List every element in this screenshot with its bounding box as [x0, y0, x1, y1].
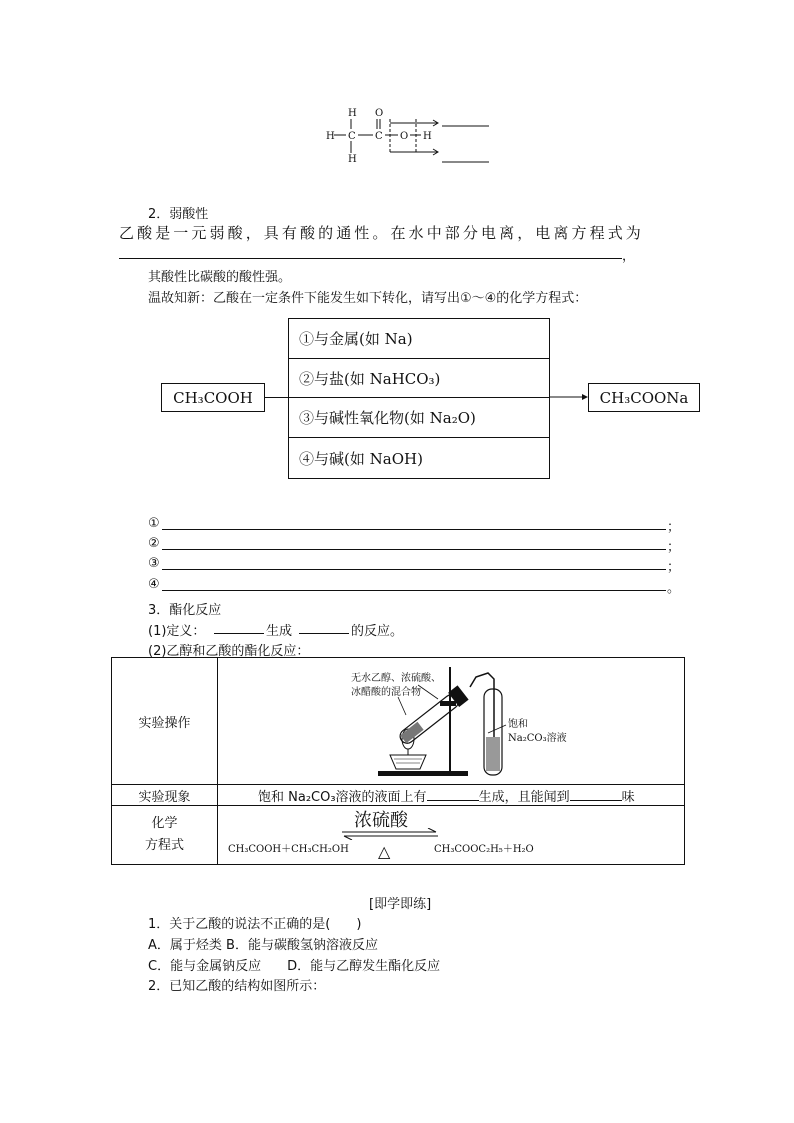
- condition-item: ④与碱(如 NaOH): [299, 449, 423, 468]
- arrow-icon: [550, 391, 590, 403]
- atom-c2: C: [375, 131, 383, 142]
- connector-line: [265, 397, 289, 398]
- acetic-acid-structure-diagram: [320, 104, 500, 170]
- product-box: [588, 383, 700, 412]
- answer-blank[interactable]: [162, 590, 666, 591]
- reactant-formula: CH₃COOH: [173, 388, 253, 407]
- ionization-blank[interactable]: [119, 258, 622, 259]
- section3-heading: 3．酯化反应: [148, 603, 222, 618]
- heat-symbol: △: [378, 842, 391, 861]
- answer-blank[interactable]: [162, 569, 666, 570]
- definition-suffix: 的反应。: [351, 624, 404, 639]
- section2-heading: 2．弱酸性: [148, 207, 209, 222]
- reactants: CH₃COOH＋CH₃CH₂OH: [228, 844, 349, 855]
- section2-line2: 其酸性比碳酸的酸性强。: [148, 270, 292, 285]
- reactant-box: [161, 383, 265, 412]
- phenomenon-blank-1[interactable]: [427, 788, 479, 801]
- equation-cell: [218, 806, 685, 865]
- section2-line1-end: ，: [622, 249, 636, 264]
- distillation-apparatus-diagram: [218, 659, 684, 784]
- condition-item: ②与盐(如 NaHCO₃): [289, 359, 549, 398]
- phenomenon-text-b: 生成，且能闻到: [478, 789, 570, 805]
- phenomenon-text-a: 饱和 Na₂CO₃溶液的液面上有: [258, 789, 427, 805]
- condition-item: ①与金属(如 Na): [289, 319, 549, 359]
- esterification-subheading: (2)乙醇和乙酸的酯化反应：: [148, 644, 310, 659]
- answer-end: ；: [667, 540, 681, 555]
- reversible-arrow-icon: [340, 828, 440, 840]
- answer-blank[interactable]: [162, 549, 666, 550]
- practice-title: [即学即练]: [369, 897, 432, 912]
- experiment-operation-label: 实验操作: [112, 658, 218, 785]
- question-1: 1．关于乙酸的说法不正确的是( ): [148, 917, 362, 932]
- product-formula: CH₃COONa: [599, 388, 689, 407]
- atom-o-single: O: [400, 131, 409, 142]
- answer-end: ；: [667, 560, 681, 575]
- review-prompt: 温故知新：乙酸在一定条件下能发生如下转化，请写出①～④的化学方程式：: [148, 291, 588, 306]
- apparatus-cell: [218, 658, 685, 785]
- apparatus-label: 冰醋酸的混合物: [351, 686, 421, 698]
- answer-marker: ②: [148, 536, 160, 551]
- definition-prefix: (1)定义：: [148, 624, 206, 639]
- definition-blank-1[interactable]: [214, 633, 264, 634]
- answer-marker: ③: [148, 556, 160, 571]
- definition-mid: 生成: [266, 624, 293, 639]
- definition-blank-2[interactable]: [299, 633, 349, 634]
- equation-label: 化学 方程式: [112, 806, 218, 865]
- atom-h-top: H: [348, 108, 357, 119]
- catalyst-label: 浓硫酸: [354, 810, 408, 831]
- apparatus-label: 无水乙醇、浓硫酸、: [351, 672, 441, 684]
- answer-end: ；: [667, 520, 681, 535]
- answer-blank[interactable]: [162, 529, 666, 530]
- experiment-table: [111, 657, 685, 865]
- phenomenon-text-c: 味: [621, 789, 635, 805]
- products: CH₃COOC₂H₅＋H₂O: [434, 844, 534, 855]
- question-2: 2．已知乙酸的结构如图所示：: [148, 979, 326, 994]
- condition-item: ③与碱性氧化物(如 Na₂O): [289, 398, 549, 438]
- tube-label: Na₂CO₃溶液: [508, 732, 567, 744]
- atom-o-double: O: [375, 108, 384, 119]
- experiment-phenomenon-label: 实验现象: [112, 785, 218, 806]
- conditions-box: [288, 318, 550, 479]
- section2-line1: 乙酸是一元弱酸，具有酸的通性。在水中部分电离，电离方程式为: [119, 224, 644, 242]
- question-1-options-cd: C．能与金属钠反应 D．能与乙醇发生酯化反应: [148, 959, 441, 974]
- phenomenon-cell: [218, 785, 685, 806]
- atom-h-bottom: H: [348, 154, 357, 165]
- phenomenon-blank-2[interactable]: [570, 788, 622, 801]
- atom-h-acid: H: [423, 131, 432, 142]
- atom-h-left: H: [326, 131, 335, 142]
- answer-marker: ④: [148, 577, 160, 592]
- answer-end: 。: [667, 581, 681, 596]
- question-1-options-ab: A．属于烃类 B．能与碳酸氢钠溶液反应: [148, 938, 378, 953]
- answer-marker: ①: [148, 516, 160, 531]
- tube-label: 饱和: [508, 718, 528, 730]
- atom-c1: C: [348, 131, 356, 142]
